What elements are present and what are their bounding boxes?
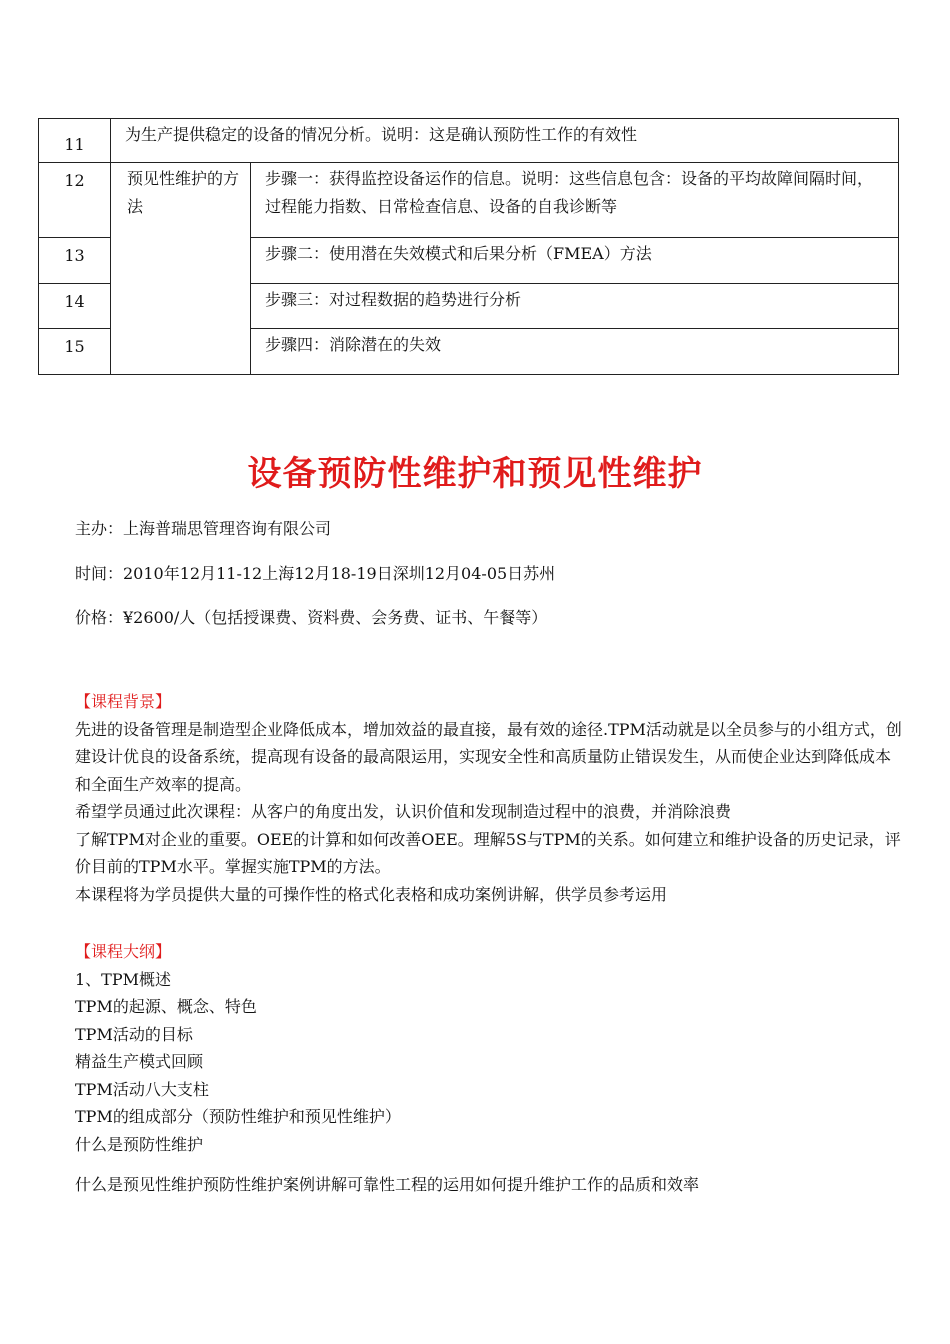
row-text: 为生产提供稳定的设备的情况分析。说明：这是确认预防性工作的有效性	[125, 125, 638, 144]
step-text: 步骤三：对过程数据的趋势进行分析	[265, 290, 522, 309]
steps-table	[38, 118, 899, 375]
section-heading: 【课程背景】	[75, 692, 172, 711]
page-title: 设备预防性维护和预见性维护	[247, 454, 703, 494]
step-cell	[251, 329, 899, 375]
row-number: 12	[64, 171, 85, 190]
background-paragraph: 本课程将为学员提供大量的可操作性的格式化表格和成功案例讲解，供学员参考运用	[75, 884, 668, 904]
row-number-cell	[39, 284, 111, 329]
price-line: 价格：¥2600/人（包括授课费、资料费、会务费、证书、午餐等）	[75, 608, 548, 627]
outline-item: TPM活动的目标	[75, 1024, 193, 1044]
table-row	[39, 119, 899, 163]
outline-item: TPM的起源、概念、特色	[75, 997, 257, 1016]
time-line: 时间：2010年12月11-12上海12月18-19日深圳12月04-05日苏州	[75, 564, 556, 583]
row-number-cell	[39, 329, 111, 375]
step-cell	[251, 284, 899, 329]
step-text: 步骤二：使用潜在失效模式和后果分析（FMEA）方法	[265, 244, 652, 263]
table-row	[39, 163, 899, 238]
merged-label: 预见性维护的方法	[127, 169, 240, 216]
step-text: 步骤四：消除潜在的失效	[265, 335, 442, 354]
background-paragraph: 了解TPM对企业的重要。OEE的计算和如何改善OEE。理解5S与TPM的关系。如何建立和维护设备的历史记录，评价目前的TPM水平。掌握实施TPM的方法。	[75, 829, 901, 876]
course-background-section	[75, 688, 905, 908]
step-cell	[251, 163, 899, 238]
section-heading: 【课程大纲】	[75, 942, 172, 961]
row-number: 14	[64, 292, 85, 311]
outline-item: 1、TPM概述	[75, 969, 172, 989]
organizer-line: 主办：上海普瑞思管理咨询有限公司	[75, 519, 332, 538]
row-text-cell	[111, 119, 899, 163]
outline-item: TPM的组成部分（预防性维护和预见性维护）	[75, 1107, 401, 1126]
outline-item: TPM活动八大支柱	[75, 1079, 209, 1099]
row-number-cell	[39, 238, 111, 284]
merged-label-cell	[111, 163, 251, 375]
step-text: 步骤一：获得监控设备运作的信息。说明：这些信息包含：设备的平均故障间隔时间，过程能力指数、日常检查信息、设备的自我诊断等	[265, 169, 874, 216]
row-number: 11	[64, 135, 85, 154]
row-number: 15	[64, 337, 85, 356]
row-number-cell	[39, 119, 111, 163]
background-paragraph: 希望学员通过此次课程：从客户的角度出发，认识价值和发现制造过程中的浪费，并消除浪费	[75, 802, 732, 821]
step-cell	[251, 238, 899, 284]
background-paragraph: 先进的设备管理是制造型企业降低成本，增加效益的最直接，最有效的途径.TPM活动就是以全员参与的小组方式，创建设计优良的设备系统，提高现有设备的最高限运用，实现安全性和高质量防止错误发生，从而使企业达到降低成本和全面生产效率的提高。	[75, 719, 902, 794]
row-number: 13	[64, 246, 85, 265]
row-number-cell	[39, 163, 111, 238]
course-outline-section	[75, 938, 905, 1158]
outline-item: 什么是预防性维护	[75, 1134, 204, 1154]
outline-item: 精益生产模式回顾	[75, 1052, 204, 1071]
outline-last-line: 什么是预见性维护预防性维护案例讲解可靠性工程的运用如何提升维护工作的品质和效率	[75, 1175, 700, 1194]
